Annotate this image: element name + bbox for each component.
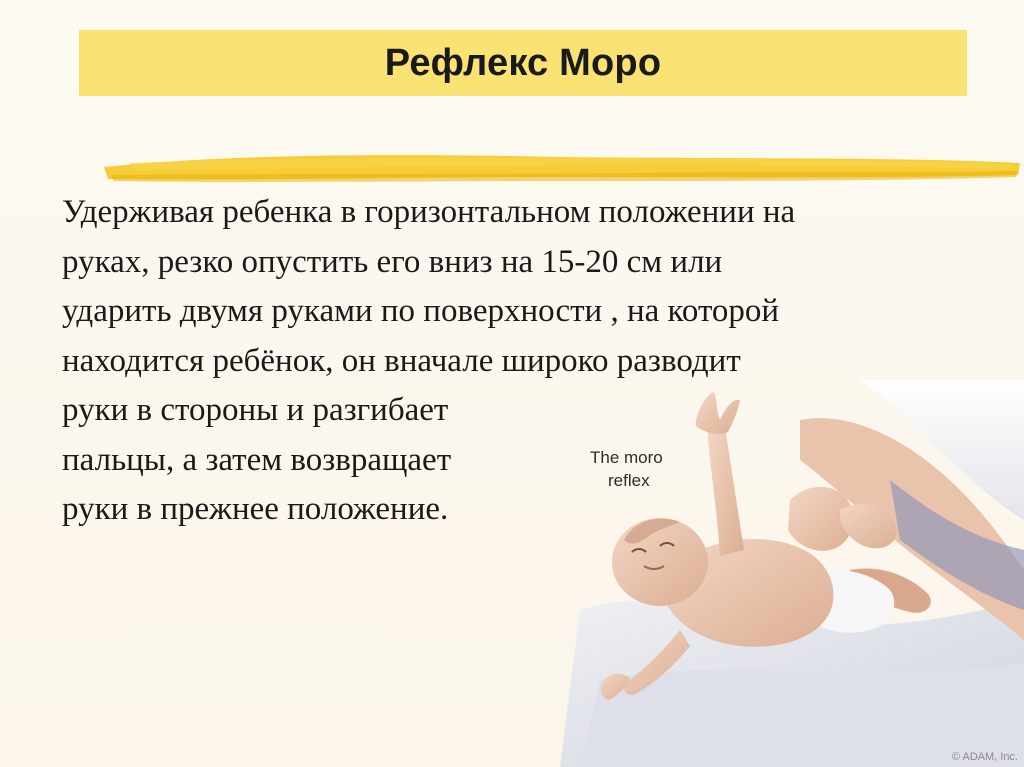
description-line: ударить двумя руками по поверхности , на которой — [62, 293, 780, 329]
description-line: руки в стороны и разгибает — [62, 392, 449, 428]
image-credit: © ADAM, Inc. — [951, 751, 1018, 763]
title-banner — [79, 30, 967, 96]
description-line: руках, резко опустить его вниз на 15-20 см или — [62, 243, 723, 280]
illustration-label: The moro — [590, 448, 663, 467]
moro-reflex-illustration — [560, 380, 1024, 767]
description-line: Удерживая ребенка в горизонтальном положении на — [62, 194, 796, 230]
description-line: руки в прежнее положение. — [62, 491, 449, 527]
description-line: пальцы, а затем возвращает — [62, 441, 452, 478]
description-line: находится ребёнок, он вначале широко разводит — [62, 342, 741, 379]
baby-illustration — [560, 380, 1024, 767]
illustration-label: reflex — [608, 471, 650, 490]
slide-title: Рефлекс Моро — [384, 41, 662, 84]
